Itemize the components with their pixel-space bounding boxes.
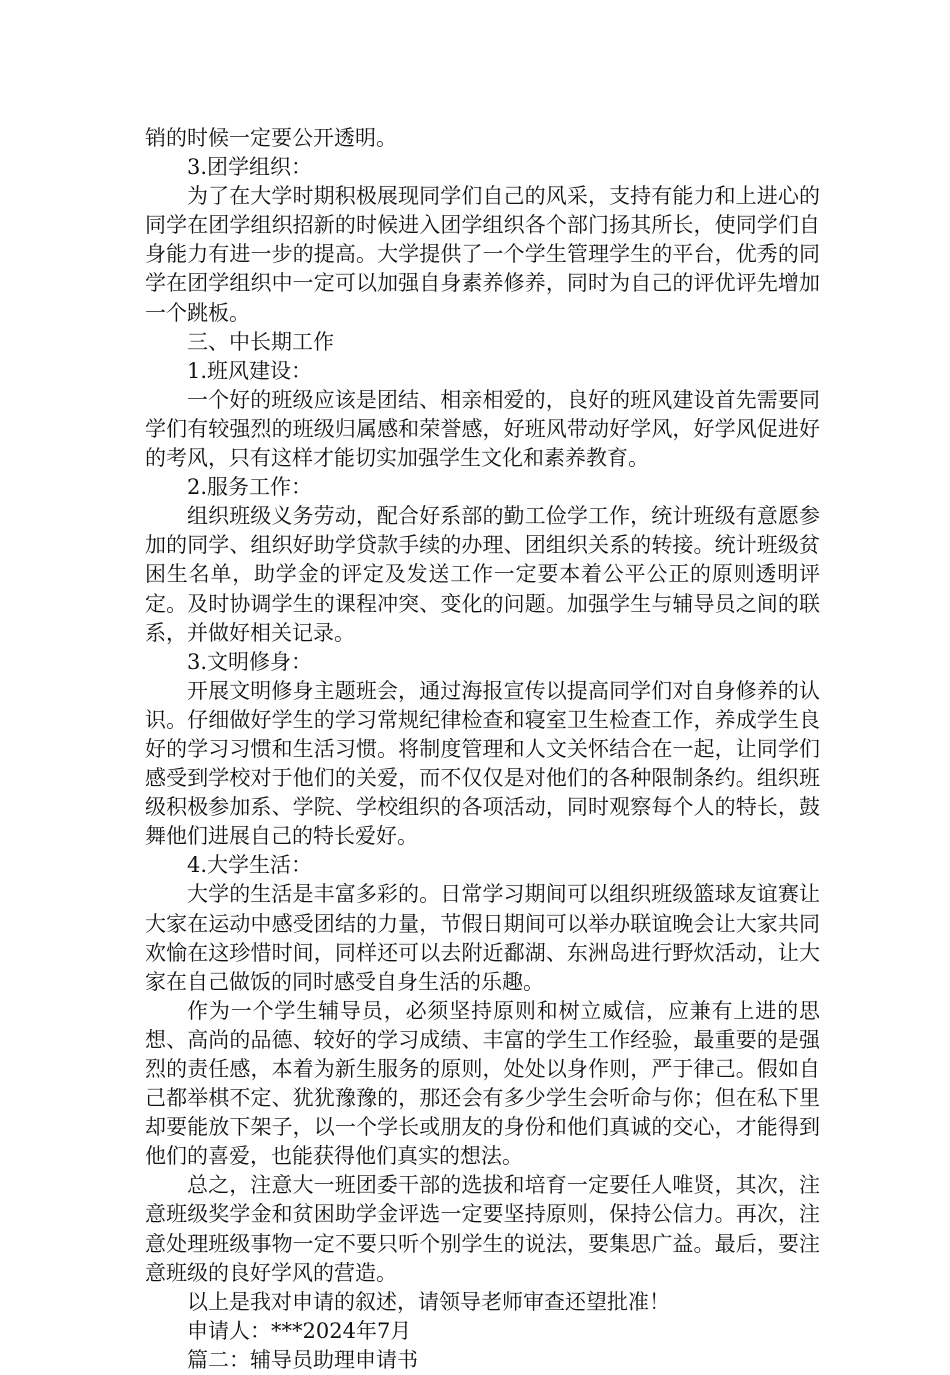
section-heading: 3.团学组织： <box>187 155 313 180</box>
section-heading: 4.大学生活： <box>187 853 313 878</box>
paragraph: 大学的生活是丰富多彩的。日常学习期间可以组织班级篮球友谊赛让大家在运动中感受团结的力量，节假日期间可以举办联谊晚会让大家共同欢愉在这珍惜时间，同样还可以去附近鄱湖、东洲岛进行野炊活动，让大家在自己做饭的同时感受自身生活的乐趣。 <box>145 882 820 994</box>
signature-line: 申请人：***2024年7月 <box>187 1318 412 1343</box>
document-page <box>145 124 820 1375</box>
section-heading: 篇二：辅导员助理申请书 <box>187 1347 418 1372</box>
paragraph: 开展文明修身主题班会，通过海报宣传以提高同学们对自身修养的认识。仔细做好学生的学习常规纪律检查和寝室卫生检查工作，养成学生良好的学习习惯和生活习惯。将制度管理和人文关怀结合在一起，让同学们感受到学校对于他们的关爱，而不仅仅是对他们的各种限制条约。组织班级积极参加系、学院、学校组织的各项活动，同时观察每个人的特长，鼓舞他们进展自己的特长爱好。 <box>145 678 820 849</box>
section-heading: 1.班风建设： <box>187 358 313 383</box>
paragraph: 一个好的班级应该是团结、相亲相爱的，良好的班风建设首先需要同学们有较强烈的班级归属感和荣誉感，好班风带动好学风，好学风促进好的考风，只有这样才能切实加强学生文化和素养教育。 <box>145 387 820 471</box>
section-heading: 3.文明修身： <box>187 649 313 674</box>
section-heading: 2.服务工作： <box>187 475 313 500</box>
paragraph: 组织班级义务劳动，配合好系部的勤工俭学工作，统计班级有意愿参加的同学、组织好助学贷款手续的办理、团组织关系的转接。统计班级贫困生名单，助学金的评定及发送工作一定要本着公平公正的原则透明评定。及时协调学生的课程冲突、变化的问题。加强学生与辅导员之间的联系，并做好相关记录。 <box>145 504 820 645</box>
closing-line: 以上是我对申请的叙述，请领导老师审查还望批准！ <box>187 1289 670 1314</box>
paragraph: 总之，注意大一班团委干部的选拔和培育一定要任人唯贤，其次，注意班级奖学金和贫困助学金评选一定要坚持原则，保持公信力。再次，注意处理班级事物一定不要只听个别学生的说法，要集思广益。最后，要注意班级的良好学风的营造。 <box>145 1173 820 1285</box>
paragraph: 作为一个学生辅导员，必须坚持原则和树立威信，应兼有上进的思想、高尚的品德、较好的学习成绩、丰富的学生工作经验，最重要的是强烈的责任感，本着为新生服务的原则，处处以身作则，严于律己。假如自己都举棋不定、犹犹豫豫的，那还会有多少学生会听命与你；但在私下里却要能放下架子，以一个学长或朋友的身份和他们真诚的交心，才能得到他们的喜爱，也能获得他们真实的想法。 <box>145 998 820 1169</box>
section-heading: 三、中长期工作 <box>187 329 334 354</box>
paragraph: 销的时候一定要公开透明。 <box>145 126 397 150</box>
paragraph: 为了在大学时期积极展现同学们自己的风采，支持有能力和上进心的同学在团学组织招新的时候进入团学组织各个部门扬其所长，使同学们自身能力有进一步的提高。大学提供了一个学生管理学生的平台，优秀的同学在团学组织中一定可以加强自身素养修养，同时为自己的评优评先增加一个跳板。 <box>145 184 820 325</box>
